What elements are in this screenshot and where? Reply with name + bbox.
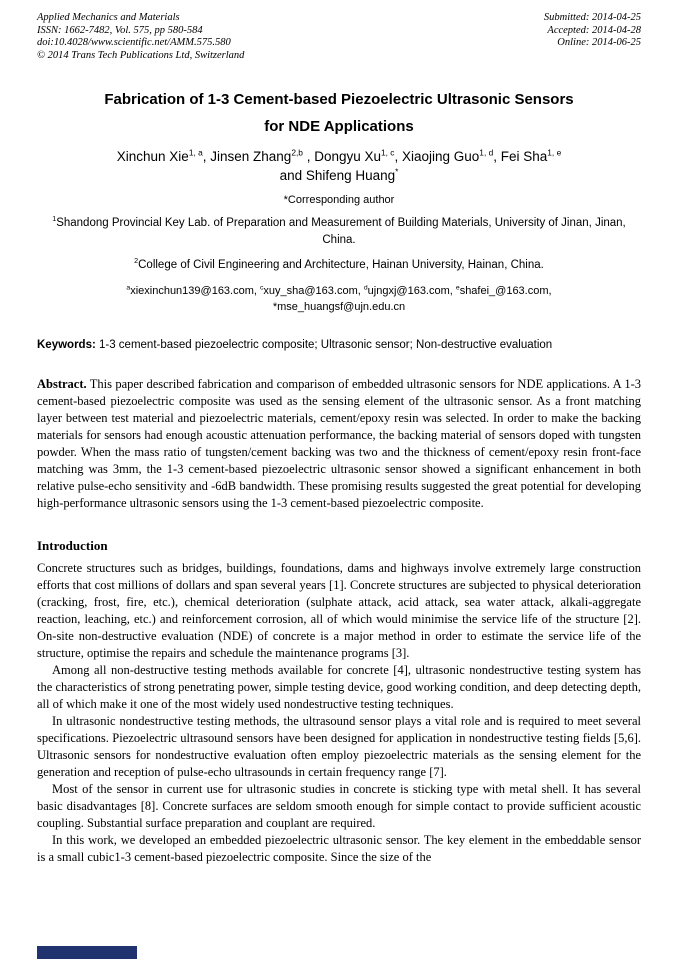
paper-title-line2: for NDE Applications <box>264 118 414 135</box>
issn-volume-line: ISSN: 1662-7482, Vol. 575, pp 580-584 <box>37 24 203 36</box>
abstract-label: Abstract. <box>37 376 87 391</box>
introduction-paragraph-4: Most of the sensor in current use for ultrasonic studies in concrete is sticking type with metal shell. It has several basic disadvantages [8]. Concrete surfaces are seldom smooth enough for simple contact to provide sufficient acoustic coupling. Substantial surface preparation and couplant are required. <box>37 781 641 830</box>
abstract-text: This paper described fabrication and comparison of embedded ultrasonic sensors for NDE applications. A 1-3 cement-based piezoelectric composite was used as the sensing element of the ultrasonic sensor. As a front matching layer between test material and piezoelectric materials, cement/epoxy resin was selected. In order to make the backing materials for sensors had enough acoustic attenuation performance, the backing material of sensors doped with tungsten powder. When the mass ratio of tungsten/cement backing was two and the thickness of cement/epoxy resin front-face matching was 3mm, the 1-3 cement-based piezoelectric ultrasonic sensor showed a significant enhancement in both relative pulse-echo sensitivity and -6dB bandwidth. These promising results suggested the great potential for developing high-performance ultrasonic sensors using the 1-3 cement-based piezoelectric composite. <box>37 376 641 510</box>
footer-bar <box>37 946 137 959</box>
online-date: Online: 2014-06-25 <box>557 37 641 48</box>
affiliation-2: $^2$College of Civil Engineering and Architecture, Hainan University, Hainan, China. <box>134 257 544 271</box>
corresponding-author-note: *Corresponding author <box>283 194 395 206</box>
keywords-label: Keywords: <box>37 338 96 351</box>
authors-line2: and Shifeng Huang* <box>279 166 399 183</box>
journal-info <box>37 12 244 62</box>
accepted-date: Accepted: 2014-04-28 <box>547 24 641 36</box>
introduction-paragraph-2: Among all non-destructive testing methods available for concrete [4], ultrasonic nondestructive testing system has the characteristics of strong penetrating power, simple testing device, good working condition, and deep detecting depth, all of which make it one of the most widely used nondestructive testing techniques. <box>37 662 641 711</box>
introduction-paragraph-1: Concrete structures such as bridges, buildings, foundations, dams and highways involve extremely large construction efforts that cost millions of dollars and span several years [1]. Concrete structures are subjected to physical deterioration (cracking, frost, fire, etc.), chemical deterioration (sulphate attack, acid attack, sea water attack, alkali-aggregate reaction, leaching, etc.) and reinforcement corrosion, all of which would minimise the service life of the structure [2]. On-site non-destructive evaluation (NDE) of concrete is a major method in order to estimate the service life of the structure, optimise the repairs and schedule the maintenance programs [3]. <box>37 560 641 660</box>
journal-header <box>37 0 641 62</box>
introduction-heading: Introduction <box>37 537 108 553</box>
doi-line: doi:10.4028/www.scientific.net/AMM.575.580 <box>37 37 231 48</box>
keywords-section <box>37 337 641 353</box>
affiliation-1: $^1$Shandong Provincial Key Lab. of Preparation and Measurement of Building Materials, University of Jinan, Jinan, China. <box>52 215 626 246</box>
copyright-line: © 2014 Trans Tech Publications Ltd, Switzerland <box>37 49 245 61</box>
authors-line1: Xinchun Xie$^{1, a}$, Jinsen Zhang$^{2,b}$ , Dongyu Xu$^{1, c}$, Xiaojing Guo$^{1, d}$, Fei Sha$^{1, e}$ <box>116 147 562 164</box>
introduction-paragraph-5: In this work, we developed an embedded piezoelectric ultrasonic sensor. The key element in the embeddable sensor is a small cubic1-3 cement-based piezoelectric composite. Since the size of the <box>37 832 641 864</box>
introduction-paragraph-3: In ultrasonic nondestructive testing methods, the ultrasound sensor plays a vital role and is required to meet several specifications. Piezoelectric ultrasound sensors have been designed for application in nondestructive testing fields [5,6]. Ultrasonic sensors for nondestructive evaluation often employ piezoelectric materials as the sensing element for the generation and reception of pulse-echo ultrasounds in certain frequency range [7]. <box>37 713 641 779</box>
author-emails-line1: $^a$xiexinchun139@163.com, $^c$xuy_sha@163.com, $^d$ujngxj@163.com, $^e$shafei_@163.com, <box>126 283 552 297</box>
keywords-text: 1-3 cement-based piezoelectric composite; Ultrasonic sensor; Non-destructive evaluation <box>95 338 553 351</box>
journal-title: Applied Mechanics and Materials <box>37 12 180 23</box>
author-list <box>37 147 641 185</box>
submitted-date: Submitted: 2014-04-25 <box>543 12 641 23</box>
introduction-body <box>37 560 641 866</box>
paper-title <box>37 86 641 140</box>
author-emails <box>37 283 641 316</box>
submission-dates <box>544 12 641 62</box>
author-emails-line2: *mse_huangsf@ujn.edu.cn <box>272 301 406 313</box>
paper-title-line1: Fabrication of 1-3 Cement-based Piezoelectric Ultrasonic Sensors <box>104 91 574 108</box>
abstract-section <box>37 376 641 512</box>
